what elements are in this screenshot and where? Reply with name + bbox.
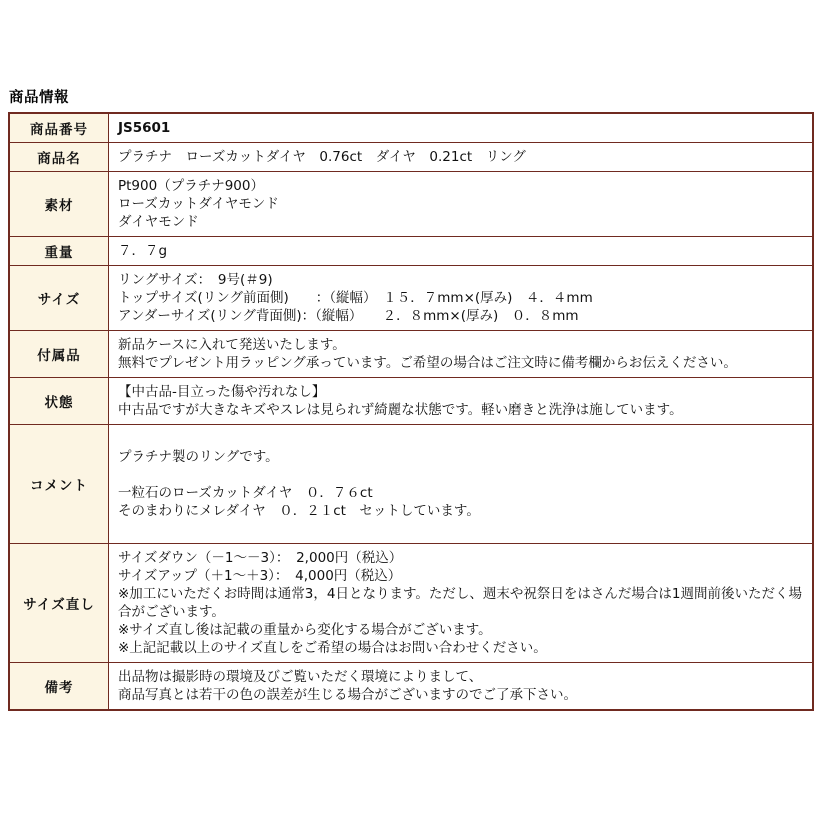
value-line: ７．７g <box>118 243 168 259</box>
row-label: 素材 <box>9 172 109 237</box>
row-value <box>109 266 814 331</box>
row-label: コメント <box>9 425 109 544</box>
value-line: ※加工にいただくお時間は通常3，4日となります。ただし、週末や祝祭日をはさんだ場合は1週間前後いただく場合がございます。 <box>118 586 802 620</box>
value-line: 出品物は撮影時の環境及びご覧いただく環境によりまして、 <box>118 669 483 685</box>
value-line <box>118 466 803 484</box>
value-line: トップサイズ(リング前面側) ：（縦幅） １５．７mm×(厚み) ４．４mm <box>118 290 593 306</box>
value-line: リングサイズ： 9号(＃9) <box>118 272 273 288</box>
row-label: 備考 <box>9 663 109 711</box>
row-value <box>109 237 814 266</box>
table-row-product-number <box>9 113 813 143</box>
row-value <box>109 663 814 711</box>
row-label: 重量 <box>9 237 109 266</box>
value-line: ローズカットダイヤモンド <box>118 196 279 212</box>
row-label: 状態 <box>9 378 109 425</box>
value-line: 無料でプレゼント用ラッピング承っています。ご希望の場合はご注文時に備考欄からお伝えください。 <box>118 355 737 371</box>
value-line: 一粒石のローズカットダイヤ ０．７６ct <box>118 485 373 501</box>
table-row-size <box>9 266 813 331</box>
table-row-product-name <box>9 143 813 172</box>
table-row-weight <box>9 237 813 266</box>
value-line: JS5601 <box>118 120 171 136</box>
row-label: 商品名 <box>9 143 109 172</box>
row-value <box>109 113 814 143</box>
row-value <box>109 378 814 425</box>
value-line: ※上記記載以上のサイズ直しをご希望の場合はお問い合わせください。 <box>118 640 547 656</box>
row-label: サイズ直し <box>9 544 109 663</box>
value-line <box>118 520 803 538</box>
row-value <box>109 544 814 663</box>
value-line: そのまわりにメレダイヤ ０．２１ct セットしています。 <box>118 503 480 519</box>
value-line: プラチナ ローズカットダイヤ 0.76ct ダイヤ 0.21ct リング <box>118 149 526 165</box>
row-value <box>109 143 814 172</box>
value-line: サイズダウン（－1～－3）： 2,000円（税込） <box>118 550 403 566</box>
value-line: 【中古品-目立った傷や汚れなし】 <box>118 384 326 400</box>
table-row-resize <box>9 544 813 663</box>
value-line: アンダーサイズ(リング背面側)：（縦幅） ２．８mm×(厚み) ０．８mm <box>118 308 579 324</box>
row-label: 商品番号 <box>9 113 109 143</box>
row-label: サイズ <box>9 266 109 331</box>
table-row-accessories <box>9 331 813 378</box>
value-line: 商品写真とは若干の色の誤差が生じる場合がございますのでご了承下さい。 <box>118 687 577 703</box>
value-line: プラチナ製のリングです。 <box>118 449 279 465</box>
row-value <box>109 425 814 544</box>
value-line: サイズアップ（＋1～＋3）： 4,000円（税込） <box>118 568 402 584</box>
table-row-remarks <box>9 663 813 711</box>
value-line: 新品ケースに入れて発送いたします。 <box>118 337 346 353</box>
value-line <box>118 430 803 448</box>
product-info-table <box>8 112 814 711</box>
table-row-comment <box>9 425 813 544</box>
row-label: 付属品 <box>9 331 109 378</box>
row-value <box>109 331 814 378</box>
value-line: Pt900（プラチナ900） <box>118 178 264 194</box>
page-title: 商品情報 <box>9 90 69 106</box>
value-line: 中古品ですが大きなキズやスレは見られず綺麗な状態です。軽い磨きと洗浄は施しています。 <box>118 402 683 418</box>
value-line: ※サイズ直し後は記載の重量から変化する場合がございます。 <box>118 622 492 638</box>
table-row-condition <box>9 378 813 425</box>
table-row-material <box>9 172 813 237</box>
row-value <box>109 172 814 237</box>
value-line: ダイヤモンド <box>118 214 199 230</box>
